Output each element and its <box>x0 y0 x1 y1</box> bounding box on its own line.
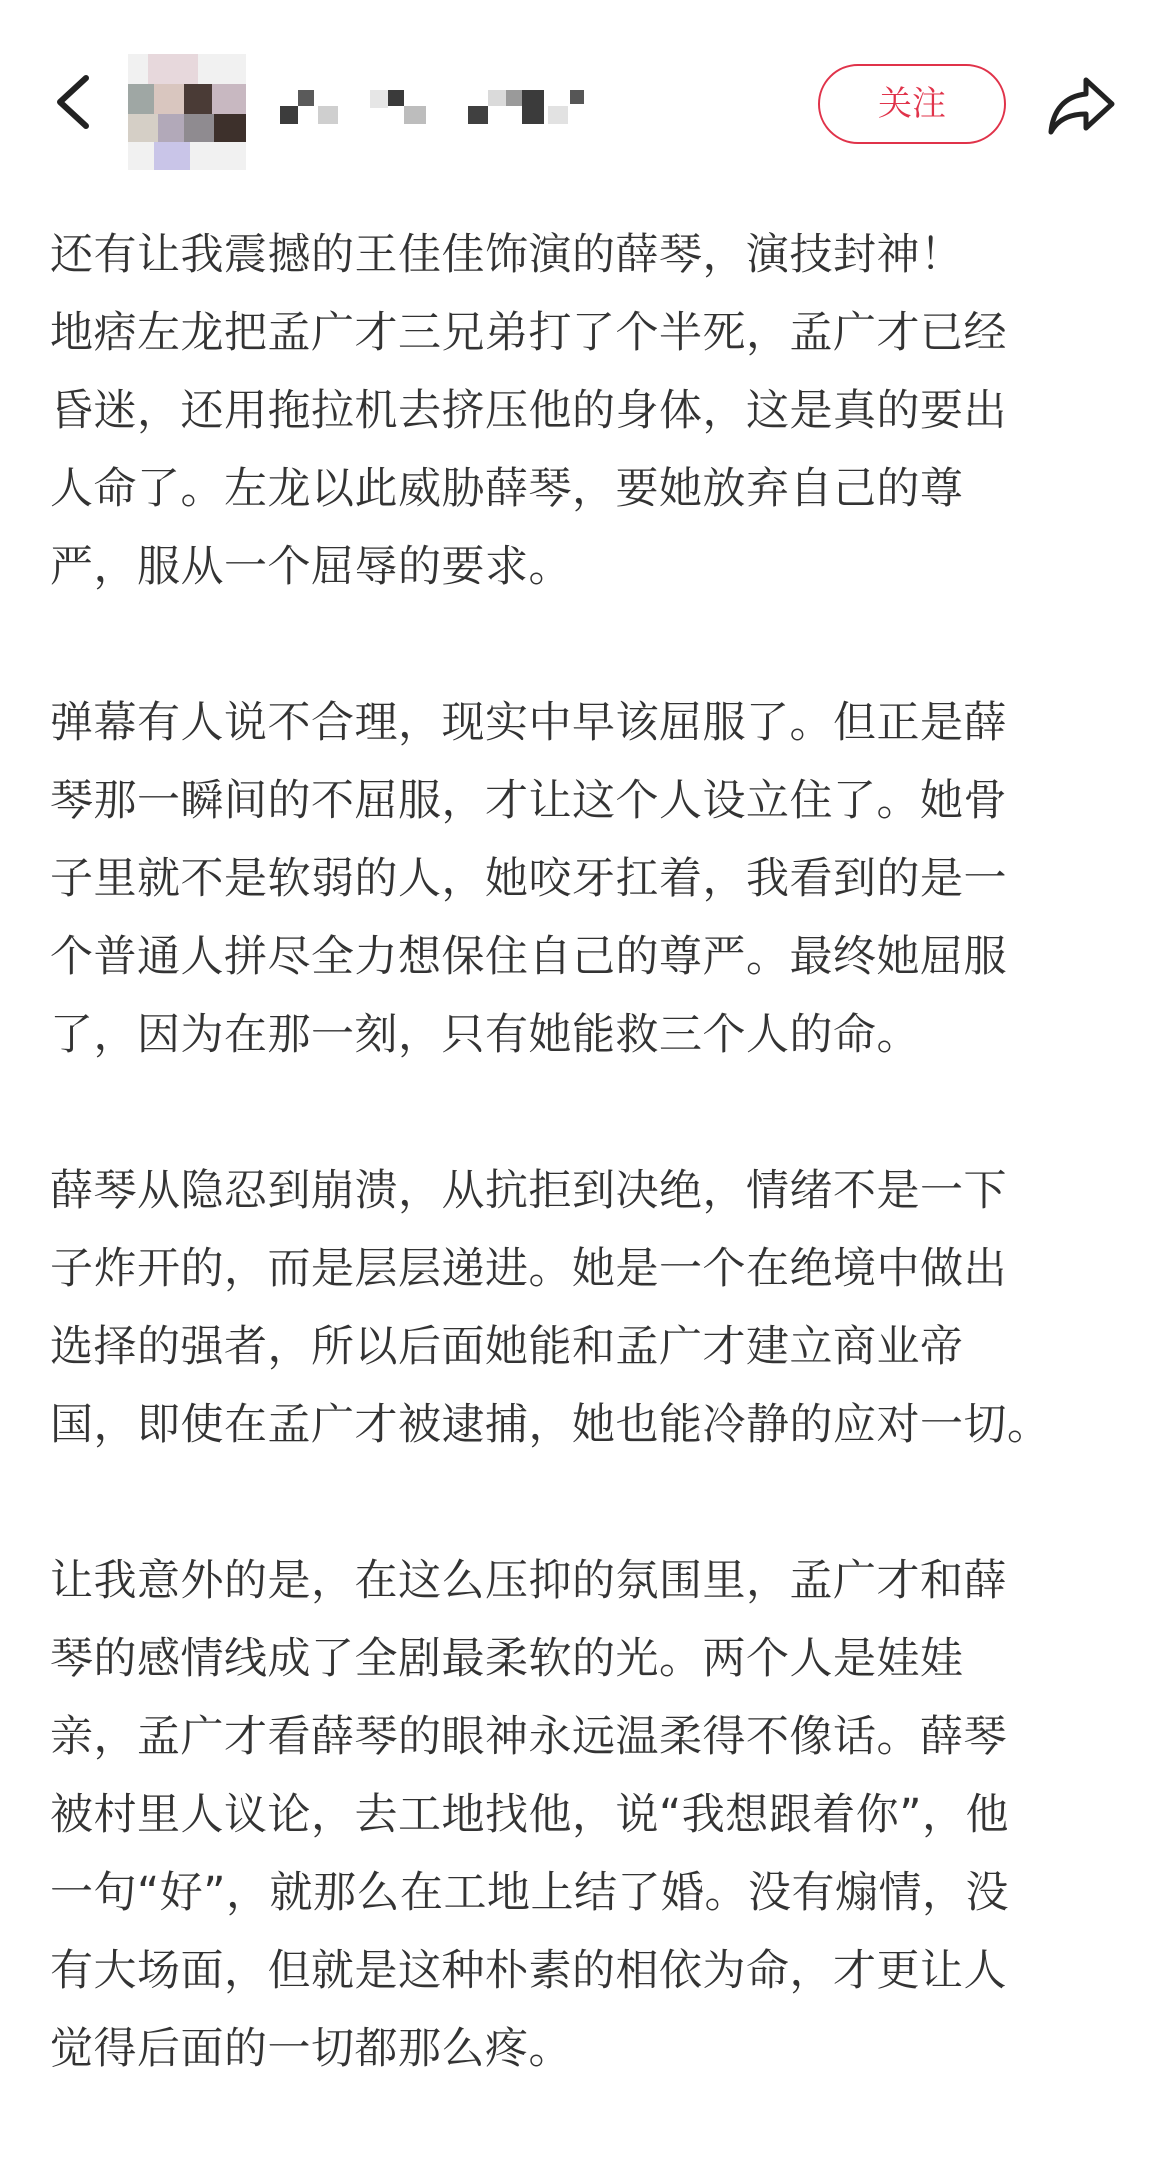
article-body <box>50 216 1140 2166</box>
article-paragraph: 弹幕有人说不合理，现实中早该屈服了。但正是薛 琴那一瞬间的不屈服，才让这个人设立住了。她骨 子里就不是软弱的人，她咬牙扛着，我看到的是一 个普通人拼尽全力想保住自己的尊严。最终她屈服 了，因为在那一刻，只有她能救三个人的命。 <box>50 698 1007 1060</box>
username-redacted[interactable] <box>278 88 598 132</box>
share-arrow-icon <box>1046 72 1118 138</box>
article-paragraph: 让我意外的是，在这么压抑的氛围里，孟广才和薛 琴的感情线成了全剧最柔软的光。两个人是娃娃 亲，孟广才看薛琴的眼神永远温柔得不像话。薛琴 被村里人议论，去工地找他，说“我想跟着你”，他 一句“好”，就那么在工地上结了婚。没有煽情，没 有大场面，但就是这种朴素的相依为命，才更让人 觉得后面的一切都那么疼。 <box>50 1556 1010 2074</box>
top-navigation-bar <box>0 0 1170 200</box>
chevron-left-icon <box>48 66 108 136</box>
back-button[interactable] <box>48 66 108 136</box>
follow-button[interactable]: 关注 <box>818 64 1006 144</box>
article-paragraph: 还有让我震撼的王佳佳饰演的薛琴，演技封神！ 地痞左龙把孟广才三兄弟打了个半死，孟广才已经 昏迷，还用拖拉机去挤压他的身体，这是真的要出 人命了。左龙以此威胁薛琴，要她放弃自己的尊 严，服从一个屈辱的要求。 <box>50 230 1007 592</box>
share-button[interactable] <box>1046 72 1118 138</box>
article-paragraph: 薛琴从隐忍到崩溃，从抗拒到决绝，情绪不是一下 子炸开的，而是层层递进。她是一个在绝境中做出 选择的强者，所以后面她能和孟广才建立商业帝 国，即使在孟广才被逮捕，她也能冷静的应对一切。 <box>50 1166 1051 1450</box>
avatar[interactable] <box>128 54 246 170</box>
